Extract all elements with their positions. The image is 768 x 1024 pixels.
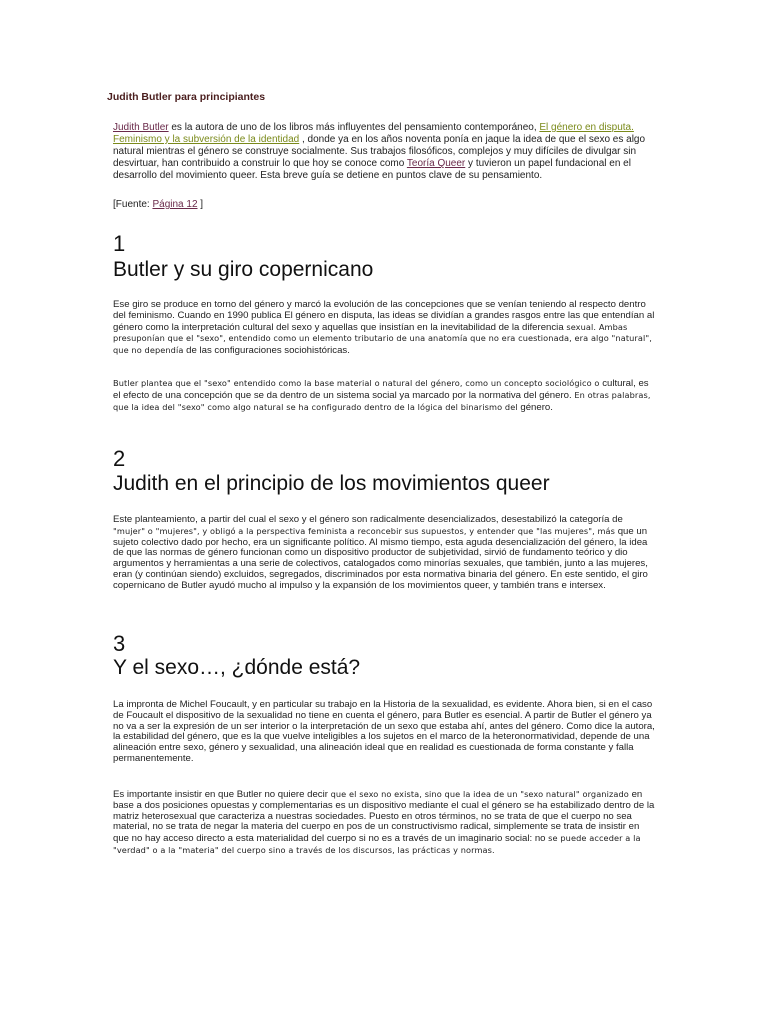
- queer-theory-link[interactable]: Teoría Queer: [406, 158, 466, 169]
- section-1-p1-text-a: Ese giro se produce en torno del género y marcó la evolución de las concepciones que se venían teniendo al respecto dentro del feminismo. Cuando en 1990 publica El género en disputa, las ideas se dividían a grandes rasgos entre las que entendían al género como la interpretación cultural del sexo y aquellas que insistían en la inevitabilidad de la diferencia: [113, 299, 655, 333]
- intro-text-1: es la autora de uno de los libros más influyentes del pensamiento contemporáneo,: [168, 122, 540, 133]
- source-link[interactable]: Página 12: [152, 199, 198, 210]
- section-1-p1-text-b: sexual. Ambas presuponían que el "sexo", entendido como un elemento tributario de una anatomía que no era cuestionada, era algo "natural", que no dependía: [113, 321, 652, 356]
- section-1-p1-text-c: de las configuraciones sociohistóricas.: [183, 345, 350, 357]
- section-3-p2-text-d: se puede acceder a la "verdad" o a la "materia" del cuerpo sino a través de los discursos, las prácticas y normas.: [113, 833, 641, 855]
- section-3-p2-text-b: que el sexo no exista, sino que la idea de un "sexo natural" organizado: [330, 789, 629, 799]
- source-suffix: ]: [197, 199, 204, 210]
- author-link[interactable]: Judith Butler: [113, 122, 169, 133]
- section-1-number: 1: [113, 231, 126, 256]
- section-1-p2-text-a: Butler plantea que el "sexo" entendido como la base material o natural del género, como un concepto sociológico o: [113, 378, 600, 388]
- section-3-title: Y el sexo…, ¿dónde está?: [113, 656, 361, 679]
- section-1-p2-text-b: cultural, es el efecto de una concepción que se da dentro de un sistema social ya marcado por la normativa del género.: [113, 378, 649, 401]
- section-2-p1-text-b: "mujer" o "mujeres", y obligó a la perspectiva feminista a reconcebir sus supuestos, y entender que "las mujeres", más: [113, 525, 616, 536]
- book-link[interactable]: El género en disputa. Feminismo y la subversión de la identidad: [113, 122, 634, 145]
- section-2-number: 2: [113, 446, 126, 471]
- section-2-title: Judith en el principio de los movimientos queer: [113, 472, 550, 495]
- section-3-paragraph-2: [113, 789, 655, 857]
- section-3-p2-text-a: Es importante insistir en que Butler no quiere decir: [113, 789, 331, 800]
- section-3-p2-text-c: en base a dos posiciones opuestas y complementarias es un dispositivo mediante el cual el género se ha estabilizado dentro de la matriz heterosexual que caracteriza a nuestras sociedades. Puesto en otros términos, no se trata de que el cuerpo no sea material, no se trata de negar la materia del cuerpo en pos de un constructivismo radical, simplemente se trata de insistir en que no hay acceso directo a esta materialidad del cuerpo si no es a través de un imaginario social: no: [113, 789, 655, 845]
- section-1-p2-text-d: género.: [517, 401, 553, 413]
- section-3-number: 3: [113, 631, 126, 656]
- intro-text-2: , donde ya en los años noventa ponía en jaque la idea de que el sexo es algo natural mientras el género se construye socialmente. Sus trabajos filosóficos, complejos y muy difíciles de divulgar sin desvirtuar, han contribuido a construir lo que hoy se conoce como: [113, 134, 646, 169]
- section-2-p1-text-c: que un sujeto colectivo dado por hecho, era un significante político. Al mismo tiempo, esta aguda desencialización del género, la idea de que las normas de género funcionan como un dispositivo productor de subjetividad, sirvió de fundamento teórico y dio argumentos y herramientas a una serie de colectivos, catalogados como minorías sexuales, que también, junto a las mujeres, eran (y continúan siendo) excluidos, segregados, discriminados por esta normativa binaria del género. En este sentido, el giro copernicano de Butler ayudó mucho al impulso y la expansión de los movimientos queer, y también trans e intersex.: [113, 525, 648, 591]
- intro-text-3: y tuvieron un papel fundacional en el desarrollo del movimiento queer. Esta breve guía se detiene en puntos clave de su pensamiento.: [113, 158, 631, 181]
- section-2-paragraph-1: [113, 515, 655, 592]
- source-prefix: [Fuente:: [113, 199, 153, 210]
- section-2-p1-text-a: Este planteamiento, a partir del cual el sexo y el género son radicalmente desencializados, desestabilizó la categoría de: [113, 514, 623, 525]
- section-3-paragraph-1: La impronta de Michel Foucault, y en particular su trabajo en la Historia de la sexualidad, es evidente. Ahora bien, si en el caso de Foucault el dispositivo de la sexualidad no tiene en cuenta el género, para Butler es esencial. A partir de Butler el género ya no va a ser la expresión de un ser interior o la interpretación de un sexo que estaba ahí, antes del género. Como dice la autora, la estabilidad del género, que es la que vuelve inteligibles a los sujetos en el marco de la heteronormatividad, depende de una alineación entre sexo, género y sexualidad, una alineación ideal que en realidad es cuestionada de forma constante y falla permanentemente.: [113, 699, 655, 764]
- intro-paragraph: [113, 122, 653, 182]
- document-title: Judith Butler para principiantes: [107, 91, 266, 103]
- section-1-p2-text-c: En otras palabras, que la idea del "sexo" como algo natural se ha configurado dentro de la lógica del binarismo del: [113, 389, 651, 412]
- section-1-paragraph-1: [113, 300, 655, 357]
- source-line: [113, 199, 203, 210]
- section-1-title: Butler y su giro copernicano: [113, 258, 374, 281]
- section-1-paragraph-2: [113, 378, 655, 413]
